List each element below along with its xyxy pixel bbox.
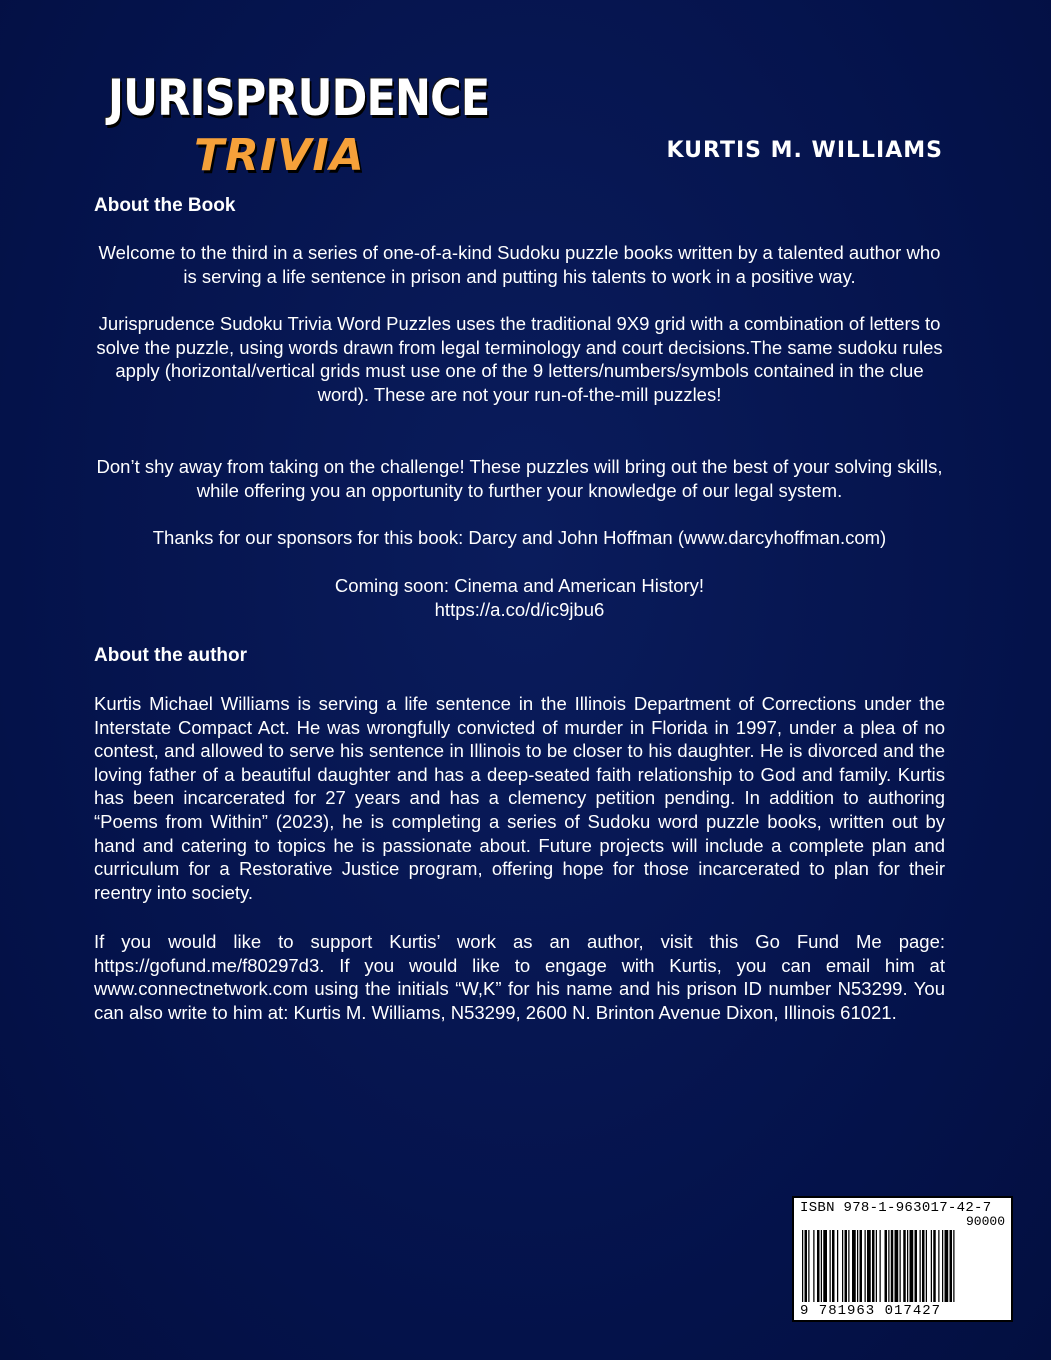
barcode-bar	[872, 1230, 875, 1302]
barcode-bar	[880, 1230, 881, 1302]
barcode-bar	[845, 1230, 848, 1302]
barcode-bar	[933, 1230, 936, 1302]
barcode-digits: 9 781963 017427	[800, 1303, 942, 1319]
barcode-bar	[938, 1230, 939, 1302]
isbn-barcode	[792, 1196, 1013, 1322]
book-subtitle: TRIVIA	[194, 130, 365, 181]
barcode-bar	[830, 1230, 831, 1302]
barcode-bar	[842, 1230, 843, 1302]
barcode-bar	[888, 1230, 889, 1302]
about-book-paragraph-2: Jurisprudence Sudoku Trivia Word Puzzles uses the traditional 9X9 grid with a combination of letters to solve the puzzle, using words drawn from legal terminology and court decisions.The same sudoku rules apply (horizontal/vertical grids must use one of the 9 letters/numbers/symbols contained in the clue word). These are not your run-of-the-mill puzzles!	[96, 313, 943, 405]
barcode-bar	[885, 1230, 888, 1302]
barcode-bar	[950, 1230, 953, 1302]
barcode-bar	[895, 1230, 899, 1302]
barcode-bar	[808, 1230, 809, 1302]
barcode-bars	[802, 1230, 1004, 1302]
about-book-heading: About the Book	[94, 195, 236, 216]
sponsors-line: Thanks for our sponsors for this book: Darcy and John Hoffman (www.darcyhoffman.com)	[152, 527, 887, 548]
barcode-bar	[922, 1230, 925, 1302]
barcode-bar	[860, 1230, 863, 1302]
price-code: 90000	[965, 1214, 1005, 1229]
barcode-bar	[876, 1230, 877, 1302]
barcode-bar	[926, 1230, 927, 1302]
barcode-bar	[805, 1230, 808, 1302]
barcode-bar	[832, 1230, 835, 1302]
book-title: JURISPRUDENCE	[108, 69, 490, 127]
isbn-label: ISBN 978-1-963017-42-7	[800, 1200, 992, 1216]
author-name: KURTIS M. WILLIAMS	[666, 138, 943, 163]
barcode-bar	[867, 1230, 871, 1302]
barcode-bar	[802, 1230, 803, 1302]
barcode-bar	[910, 1230, 914, 1302]
barcode-bar	[931, 1230, 932, 1302]
barcode-bar	[942, 1230, 943, 1302]
barcode-bar	[920, 1230, 921, 1302]
about-author-paragraph-2: If you would like to support Kurtis’ work as an author, visit this Go Fund Me page: https://gofund.me/f80297d3. If you would like to engage with Kurtis, you can email him at www.connectnetwork.com using the initials “W,K” for his name and his prison ID number N53299. You can also write to him at: Kurtis M. Williams, N53299, 2600 N. Brinton Avenue Dixon, Illinois 61021.	[94, 931, 945, 1023]
barcode-bar	[945, 1230, 949, 1302]
barcode-bar	[813, 1230, 814, 1302]
barcode-bar	[953, 1230, 954, 1302]
barcode-bar	[848, 1230, 849, 1302]
barcode-bar	[903, 1230, 906, 1302]
about-book-paragraph-3: Don’t shy away from taking on the challenge! These puzzles will bring out the best of your solving skills, while offering you an opportunity to further your knowledge of our legal system.	[96, 456, 943, 501]
barcode-bar	[907, 1230, 908, 1302]
barcode-bar	[900, 1230, 901, 1302]
barcode-bar	[837, 1230, 838, 1302]
barcode-bar	[915, 1230, 918, 1302]
barcode-bar	[852, 1230, 856, 1302]
coming-soon-link[interactable]: https://a.co/d/ic9jbu6	[434, 599, 605, 620]
barcode-bar	[865, 1230, 866, 1302]
about-author-paragraph-1: Kurtis Michael Williams is serving a life sentence in the Illinois Department of Corrections under the Interstate Compact Act. He was wrongfully convicted of murder in Florida in 1997, under a plea of no contest, and allowed to serve his sentence in Illinois to be closer to his daughter. He is divorced and the loving father of a beautiful daughter and has a deep-seated faith relationship to God and family. Kurtis has been incarcerated for 27 years and has a clemency petition pending. In addition to authoring “Poems from Within” (2023), he is completing a series of Sudoku word puzzle books, written out by hand and catering to topics he is passionate about. Future projects will include a complete plan and curriculum for a Restorative Justice program, offering hope for those incarcerated to plan for their reentry into society.	[94, 693, 945, 903]
barcode-bar	[821, 1230, 822, 1302]
coming-soon-line: Coming soon: Cinema and American History!	[334, 575, 705, 596]
about-book-paragraph-1: Welcome to the third in a series of one-of-a-kind Sudoku puzzle books written by a talented author who is serving a life sentence in prison and putting his talents to work in a positive way.	[98, 242, 941, 287]
about-author-heading: About the author	[94, 645, 248, 666]
barcode-bar	[857, 1230, 858, 1302]
barcode-bar	[891, 1230, 894, 1302]
barcode-bar	[817, 1230, 820, 1302]
barcode-bar	[823, 1230, 827, 1302]
